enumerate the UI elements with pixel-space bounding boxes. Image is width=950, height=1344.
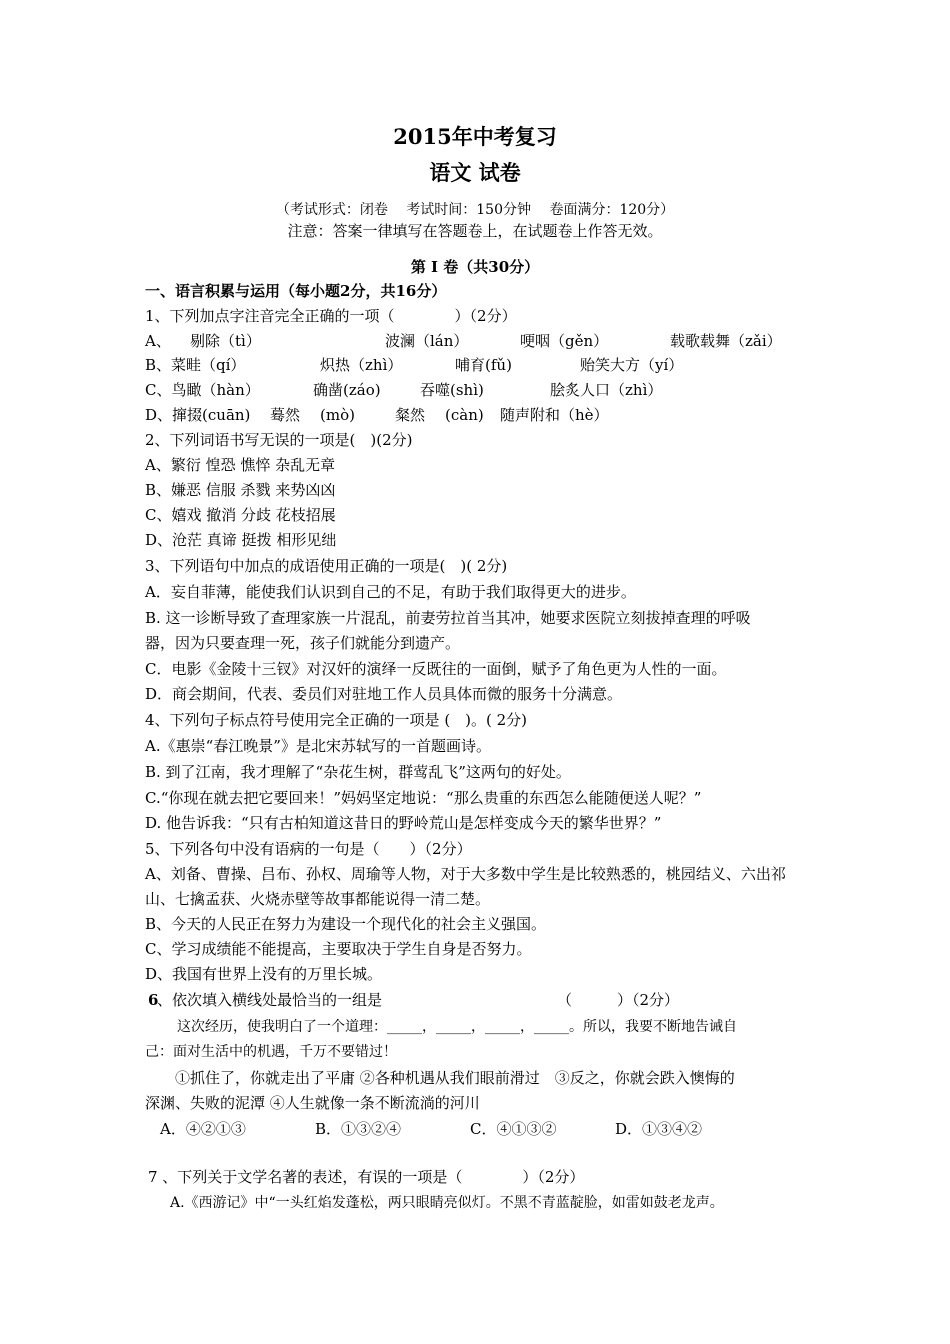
- option-word: B、菜畦（qí）: [145, 356, 246, 374]
- question-1-stem: 1、下列加点字注音完全正确的一项（ ）（2分）: [145, 307, 517, 325]
- question-3-option-d: D．商会期间，代表、委员们对驻地工作人员具体而微的服务十分满意。: [145, 685, 623, 703]
- question-2-stem: 2、下列词语书写无误的一项是( )(2分): [145, 431, 413, 449]
- question-5-option-b: B、今天的人民正在努力为建设一个现代化的社会主义强国。: [145, 915, 547, 933]
- option-word: 哺育(fǔ): [455, 356, 512, 374]
- exam-notice: 注意：答案一律填写在答题卷上，在试题卷上作答无效。: [287, 222, 663, 240]
- question-3-option-a: A．妄自菲薄，能使我们认识到自己的不足，有助于我们取得更大的进步。: [145, 583, 636, 601]
- question-1-option-c: [145, 380, 845, 400]
- question-6-passage-line2: 己：面对生活中的机遇，千万不要错过！: [145, 1044, 397, 1060]
- question-text: 、依次填入横线处最恰当的一组是: [157, 991, 383, 1009]
- question-4-option-d: D. 他告诉我：“只有古柏知道这昔日的野岭荒山是怎样变成今天的繁华世界？”: [145, 814, 662, 832]
- question-number: 6: [148, 991, 159, 1009]
- question-6-options: [160, 1119, 760, 1139]
- exam-subject: 语文 试卷: [429, 160, 521, 185]
- question-5-stem: 5、下列各句中没有语病的一句是（ ）（2分）: [145, 840, 472, 858]
- question-5-option-a-line1: A、刘备、曹操、吕布、孙权、周瑜等人物，对于大多数中学生是比较熟悉的，桃园结义、六出祁: [145, 865, 786, 883]
- option-d: D．①③④②: [615, 1120, 703, 1138]
- question-2-option-d: D、沧茫 真谛 挺拨 相形见绌: [145, 531, 337, 549]
- option-word: 贻笑大方（yí）: [580, 356, 684, 374]
- option-label: A、: [145, 332, 171, 350]
- question-6-sentences-line2: 深渊、失败的泥潭 ④人生就像一条不断流淌的河川: [145, 1094, 480, 1112]
- option-b: B．①③②④: [315, 1120, 402, 1138]
- option-word: 剔除（tì）: [190, 332, 261, 350]
- option-word: 确凿(záo): [313, 381, 381, 399]
- option-word: 波澜（lán）: [385, 332, 469, 350]
- option-word: 脍炙人口（zhì）: [550, 381, 663, 399]
- question-4-option-c: C.“你现在就去把它要回来！”妈妈坚定地说：“那么贵重的东西怎么能随便送人呢？”: [145, 789, 702, 807]
- option-word: 哽咽（gěn）: [520, 332, 609, 350]
- question-2-option-c: C、嬉戏 撤消 分歧 花枝招展: [145, 506, 336, 524]
- option-word: 炽热（zhì）: [320, 356, 403, 374]
- option-word: D、撺掇(cuān): [145, 406, 251, 424]
- question-7-option-a: A.《西游记》中“一头红焰发蓬松，两只眼睛亮似灯。不黑不青蓝靛脸，如雷如鼓老龙声。: [170, 1195, 724, 1211]
- question-4-option-b: B. 到了江南，我才理解了“杂花生树，群莺乱飞”这两句的好处。: [145, 763, 571, 781]
- option-a: A．④②①③: [160, 1120, 246, 1138]
- question-5-option-a-line2: 山、七擒孟获、火烧赤壁等故事都能说得一清二楚。: [145, 890, 491, 908]
- question-7-stem: 7 、下列关于文学名著的表述，有误的一项是（ ）（2分）: [148, 1168, 585, 1186]
- exam-info: （考试形式：闭卷 考试时间：150分钟 卷面满分：120分）: [275, 202, 675, 218]
- option-word: 蓦然: [270, 406, 301, 424]
- question-5-option-c: C、学习成绩能不能提高，主要取决于学生自身是否努力。: [145, 940, 532, 958]
- answer-blank: （ ）（2分）: [557, 991, 680, 1009]
- option-c: C．④①③②: [470, 1120, 557, 1138]
- question-3-option-c: C．电影《金陵十三钗》对汉奸的演绎一反既往的一面倒，赋予了角色更为人性的一面。: [145, 660, 727, 678]
- question-4-option-a: A.《惠崇“春江晚景”》是北宋苏轼写的一首题画诗。: [145, 737, 491, 755]
- question-3-option-b-line1: B. 这一诊断导致了查理家族一片混乱，前妻劳拉首当其冲，她要求医院立刻拔掉查理的呼吸: [145, 609, 751, 627]
- option-word: 粲然: [395, 406, 426, 424]
- option-word: 载歌载舞（zǎi）: [670, 332, 782, 350]
- option-word: 吞噬(shì): [420, 381, 484, 399]
- option-word: (càn): [445, 406, 484, 424]
- question-2-option-a: A、繁衍 惶恐 憔悴 杂乱无章: [145, 456, 336, 474]
- option-word: C、鸟瞰（hàn）: [145, 381, 260, 399]
- question-3-stem: 3、下列语句中加点的成语使用正确的一项是( )( 2分): [145, 557, 508, 575]
- question-6-stem: [145, 990, 845, 1010]
- question-6-passage-line1: 这次经历，使我明白了一个道理：_____，_____，_____，_____。所以，我要不断地告诫自: [177, 1019, 737, 1035]
- option-word: (mò): [320, 406, 355, 424]
- question-1-option-b: [145, 355, 845, 375]
- exam-title: 2015年中考复习: [393, 124, 557, 149]
- part-title: 第 Ⅰ 卷（共30分）: [410, 258, 540, 276]
- question-2-option-b: B、嫌恶 信服 杀戮 来势凶凶: [145, 481, 336, 499]
- question-6-sentences-line1: ①抓住了，你就走出了平庸 ②各种机遇从我们眼前滑过 ③反之，你就会跌入懊悔的: [175, 1069, 735, 1087]
- question-5-option-d: D、我国有世界上没有的万里长城。: [145, 965, 383, 983]
- section-title: 一、语言积累与运用（每小题2分，共16分）: [145, 282, 447, 300]
- question-1-option-d: [145, 405, 845, 425]
- question-3-option-b-line2: 器，因为只要查理一死，孩子们就能分到遗产。: [145, 634, 461, 652]
- question-1-option-a: [145, 331, 845, 351]
- question-4-stem: 4、下列句子标点符号使用完全正确的一项是 ( )。( 2分): [145, 711, 528, 729]
- option-word: 随声附和（hè）: [500, 406, 609, 424]
